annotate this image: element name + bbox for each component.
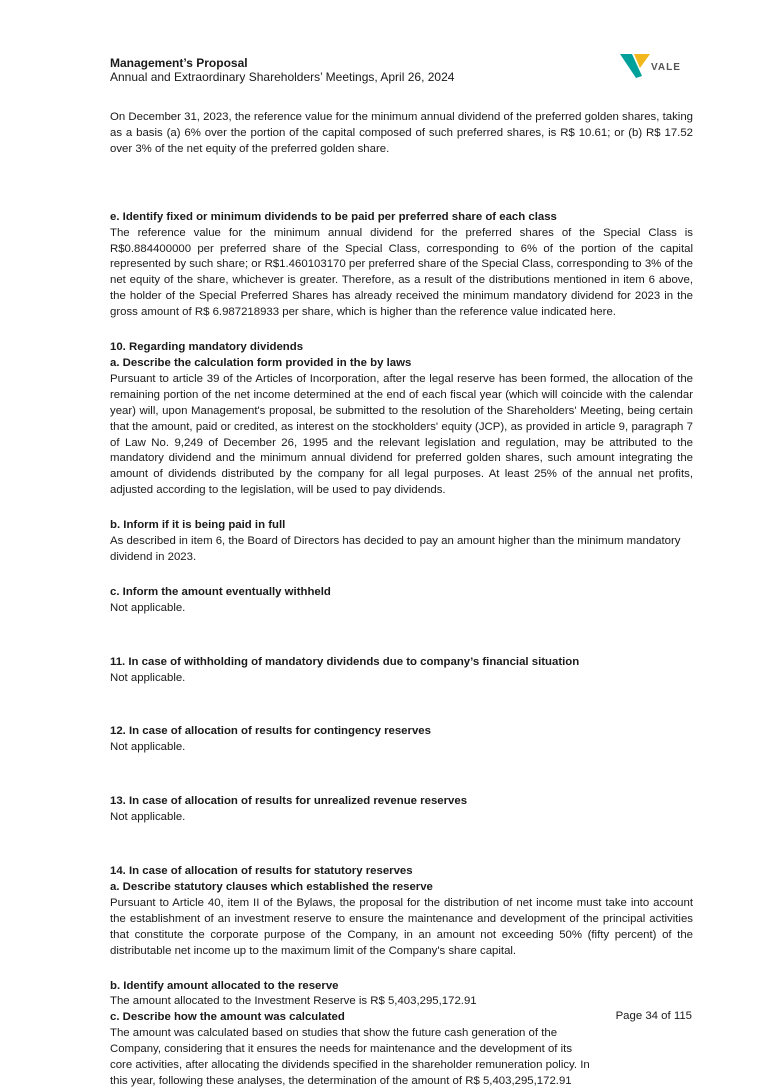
section-14c-line: Company, considering that it ensures the needs for maintenance and the development of its — [110, 1043, 573, 1056]
section-e-text: The reference value for the minimum annual dividend for the preferred shares of the Special Class is R$0.884400000 per preferred share of the Special Class, corresponding to 6% of the portion of the capital represented by such share; or R$1.460103170 per preferred share of the Special Class, corresponding to 3% of the net equity of the share, whichever is greater. Therefore, as a result of the distributions mentioned in item 6 above, the holder of the Special Preferred Shares has already received the minimum mandatory dividend for 2023 in the gross amount of R$ 6.987218933 per share, which is higher than the reference value indicated here. — [110, 226, 693, 319]
document-body — [110, 110, 693, 1090]
section-11-text: Not applicable. — [110, 671, 186, 684]
document-subtitle: Annual and Extraordinary Shareholders’ Meetings, April 26, 2024 — [110, 70, 455, 84]
section-14-heading: 14. In case of allocation of results for statutory reserves — [110, 865, 413, 878]
section-12-text: Not applicable. — [110, 741, 186, 754]
section-14a-text: Pursuant to Article 40, item II of the Bylaws, the proposal for the distribution of net income must take into account the establishment of an investment reserve to ensure the maintenance and development of the principal activities that constitute the corporate purpose of the Company, in an amount not exceeding 50% (fifty percent) of the distributable net income up to the maximum limit of the Company's share capital. — [110, 896, 693, 957]
vale-logo-text: VALE — [651, 62, 681, 73]
section-14b-text: The amount allocated to the Investment Reserve is R$ 5,403,295,172.91 — [110, 995, 477, 1008]
section-10c-heading: c. Inform the amount eventually withheld — [110, 585, 331, 598]
section-14a-heading: a. Describe statutory clauses which established the reserve — [110, 881, 433, 893]
section-14c-line: The amount was calculated based on studies that show the future cash generation of the — [110, 1027, 558, 1040]
section-14b-heading: b. Identify amount allocated to the reserve — [110, 979, 339, 992]
section-13-heading: 13. In case of allocation of results for unrealized revenue reserves — [110, 795, 468, 808]
section-10b-text: As described in item 6, the Board of Directors has decided to pay an amount higher than the minimum mandatory dividend in 2023. — [110, 535, 681, 563]
section-10c-text: Not applicable. — [110, 601, 186, 614]
section-11-heading: 11. In case of withholding of mandatory dividends due to company’s financial situation — [110, 655, 580, 668]
document-title: Management’s Proposal — [110, 56, 248, 70]
section-10a-heading: a. Describe the calculation form provided in the by laws — [110, 356, 412, 369]
section-14c-heading: c. Describe how the amount was calculated — [110, 1011, 345, 1024]
section-14c-line: this year, following these analyses, the determination of the amount of R$ 5,403,295,172.91 — [110, 1074, 572, 1087]
section-10-heading: 10. Regarding mandatory dividends — [110, 341, 304, 354]
section-12-heading: 12. In case of allocation of results for contingency reserves — [110, 725, 431, 738]
section-e-heading: e. Identify fixed or minimum dividends to be paid per preferred share of each class — [110, 210, 557, 223]
section-13-text: Not applicable. — [110, 811, 186, 824]
intro-paragraph: On December 31, 2023, the reference value for the minimum annual dividend of the preferred golden shares, taking as a basis (a) 6% over the portion of the capital composed of such preferred shares, is R$ 10.61; or (b) R$ 17.52 over 3% of the net equity of the preferred golden share. — [110, 111, 693, 155]
section-10a-text: Pursuant to article 39 of the Articles of Incorporation, after the legal reserve has been formed, the allocation of the remaining portion of the net income determined at the end of each fiscal year (which will coincide with the calendar year) will, upon Management's proposal, be submitted to the resolution of the Shareholders' Meeting, being certain that the amount, paid or credited, as interest on the stockholders' equity (JCP), as provided in article 9, paragraph 7 of Law No. 9,249 of December 26, 1995 and the relevant legislation and regulation, may be attributed to the mandatory dividend and the minimum annual dividend for preferred golden shares, such amount integrating the amount of dividends distributed by the company for all legal purposes. At least 25% of the annual net profits, adjusted according to the legislation, will be used to pay dividends. — [110, 372, 693, 497]
section-10b-heading: b. Inform if it is being paid in full — [110, 519, 286, 532]
page-number: Page 34 of 115 — [615, 1010, 692, 1022]
section-14c-line: core activities, after allocating the dividends specified in the shareholder remuneration policy. In — [110, 1059, 590, 1072]
